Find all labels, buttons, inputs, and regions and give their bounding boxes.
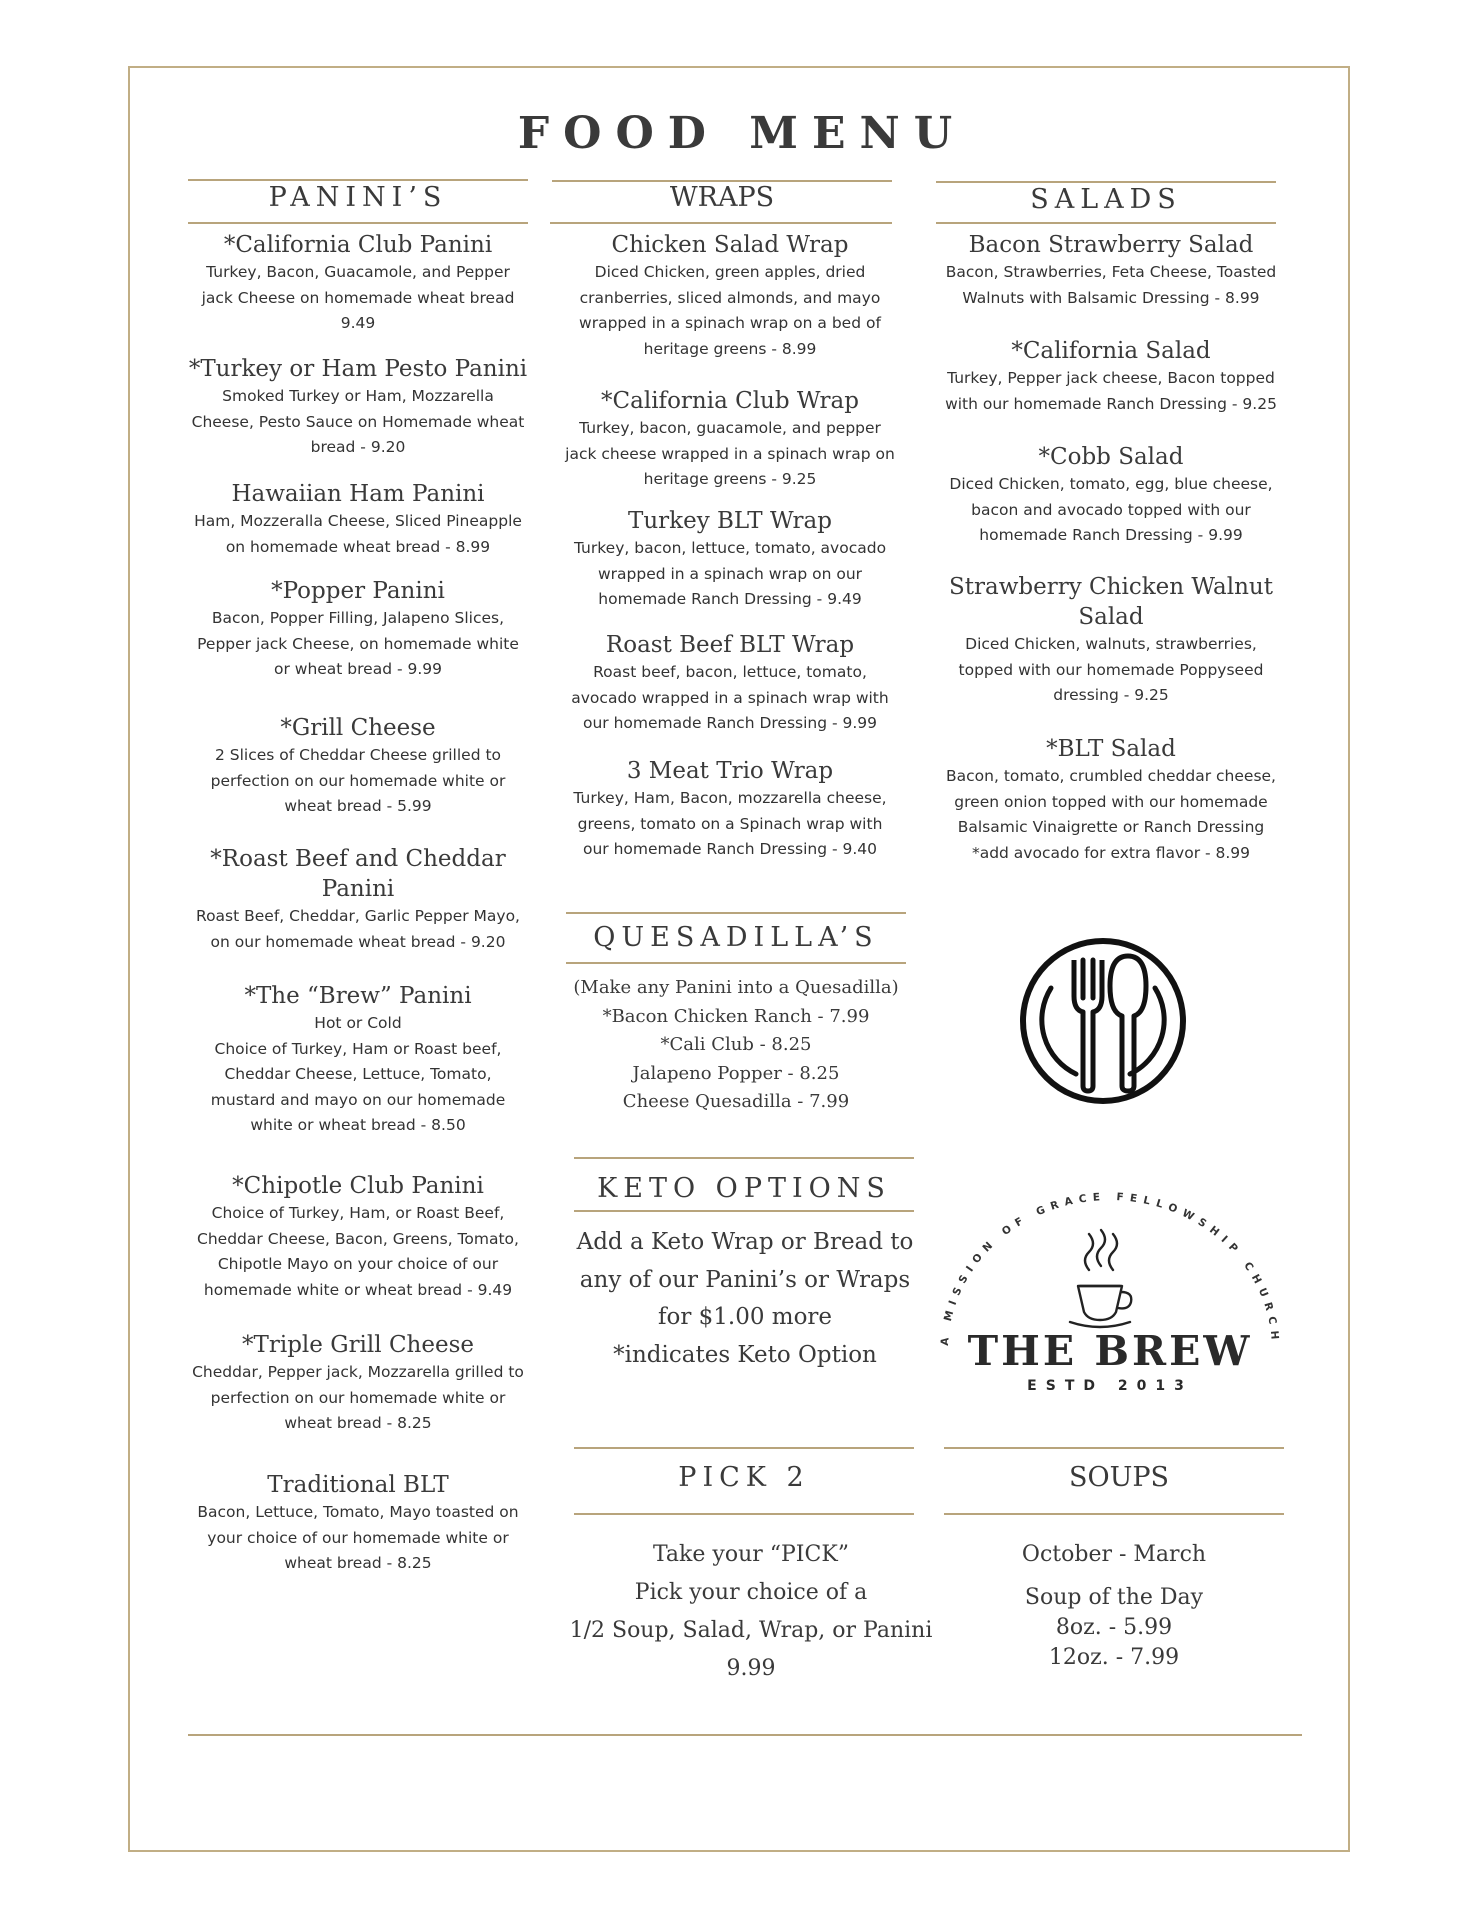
item-name: *The “Brew” Panini [244,983,472,1009]
item-name: *Chipotle Club Panini [232,1173,484,1199]
item-description: Bacon, Popper Filling, Jalapeno Slices, [211,609,505,627]
item-description: wheat bread - 5.99 [284,797,432,815]
item-name: Traditional BLT [267,1472,449,1498]
item-description: Smoked Turkey or Ham, Mozzarella [222,387,494,405]
quesadilla-line: Cheese Quesadilla - 7.99 [622,1091,850,1112]
soups-line: Soup of the Day [1024,1585,1204,1610]
menu-item [552,230,908,362]
item-description: Cheddar Cheese, Bacon, Greens, Tomato, [197,1229,519,1248]
item-description: Choice of Turkey, Ham, or Roast Beef, [211,1204,505,1222]
wraps-heading: WRAPS [669,182,775,213]
logo-est: ESTD 2013 [1027,1378,1193,1390]
item-description: Ham, Mozzeralla Cheese, Sliced Pineapple [194,512,522,530]
item-description: our homemade Ranch Dressing - 9.40 [582,840,878,858]
logo-arc-text: A MISSION OF GRACE FELLOWSHIP CHURCH [938,1190,1282,1347]
pick2-line: 9.99 [726,1656,776,1681]
item-description: Bacon, tomato, crumbled cheddar cheese, [946,767,1276,785]
pick2-line: 1/2 Soup, Salad, Wrap, or Panini [569,1618,933,1643]
item-description: *add avocado for extra flavor - 8.99 [971,843,1251,862]
item-description: homemade white or wheat bread - 9.49 [203,1280,513,1299]
item-description: homemade Ranch Dressing - 9.49 [598,590,862,608]
item-description: 2 Slices of Cheddar Cheese grilled to [214,746,502,764]
item-description: Roast beef, bacon, lettuce, tomato, [593,663,867,681]
keto-line: for $1.00 more [657,1304,833,1330]
logo-name: THE BREW [967,1327,1253,1375]
quesadilla-line: *Cali Club - 8.25 [660,1034,812,1055]
item-name: Roast Beef BLT Wrap [605,632,855,658]
divider [944,1513,1284,1515]
divider [574,1157,914,1159]
item-description: our homemade Ranch Dressing - 9.99 [582,714,878,732]
item-name: 3 Meat Trio Wrap [626,758,834,784]
keto-heading: KETO OPTIONS [597,1173,891,1204]
menu-item [552,630,908,737]
salads-heading: SALADS [1030,184,1182,215]
divider [936,222,1276,224]
item-description: wheat bread - 8.25 [284,1554,432,1572]
fork-spoon-plate-icon [1018,936,1188,1106]
page-title: FOOD MENU [517,108,967,159]
item-description: topped with our homemade Poppyseed [958,660,1264,679]
menu-item [552,386,908,493]
item-name: *Cobb Salad [1038,444,1184,470]
divider [188,222,528,224]
item-description: wheat bread - 8.25 [284,1414,432,1432]
item-description: Cheese, Pesto Sauce on Homemade wheat [191,412,525,431]
item-name: Strawberry Chicken Walnut [949,574,1273,600]
item-name: Bacon Strawberry Salad [968,232,1254,258]
item-description: cranberries, sliced almonds, and mayo [579,288,881,307]
item-description: Hot or Cold [314,1014,402,1032]
item-name: *Triple Grill Cheese [242,1332,474,1358]
divider [944,1447,1284,1449]
item-description: Bacon, Strawberries, Feta Cheese, Toasted [945,263,1277,281]
divider [550,222,892,224]
menu-item [188,981,528,1139]
menu-item [936,442,1286,549]
svg-text:A MISSION OF GRACE FELLOWSHIP [939,1191,1281,1346]
item-name: Turkey BLT Wrap [628,508,832,534]
quesadillas-list [566,974,906,1117]
menu-item [936,572,1286,709]
menu-item [936,734,1286,866]
soups-text [944,1540,1284,1673]
item-name: *California Salad [1011,338,1211,364]
menu-item [188,479,528,560]
item-description: heritage greens - 8.99 [643,339,817,358]
quesadillas-heading: QUESADILLA’S [593,922,879,953]
item-description: Pepper jack Cheese, on homemade white [197,634,519,653]
item-description: Diced Chicken, walnuts, strawberries, [965,635,1257,653]
menu-item [188,713,528,820]
item-description: Chipotle Mayo on your choice of our [217,1255,499,1273]
divider [188,179,528,181]
item-description: avocado wrapped in a spinach wrap with [571,688,889,707]
menu-item [188,576,528,683]
divider [566,962,906,964]
item-description: Diced Chicken, green apples, dried [594,263,866,281]
item-name: *BLT Salad [1046,736,1176,762]
pick2-line: Pick your choice of a [634,1580,868,1605]
footer-divider [188,1734,1302,1736]
pick2-text [556,1536,946,1688]
item-name: *Popper Panini [271,578,445,604]
item-description: perfection on our homemade white or [210,771,506,790]
item-description: Walnuts with Balsamic Dressing - 8.99 [962,288,1260,307]
item-name: Chicken Salad Wrap [611,232,849,258]
item-description: Turkey, Pepper jack cheese, Bacon topped [947,369,1275,387]
item-description: Cheddar, Pepper jack, Mozzarella grilled to [192,1363,524,1381]
divider [574,1210,914,1212]
item-description: your choice of our homemade white or [207,1528,509,1547]
item-description: wrapped in a spinach wrap on a bed of [579,314,881,332]
item-description: Balsamic Vinaigrette or Ranch Dressing [957,818,1265,836]
item-name: *California Club Panini [223,232,493,258]
coffee-cup-icon [1070,1230,1131,1327]
item-description: jack Cheese on homemade wheat bread [201,288,515,307]
soups-line: 8oz. - 5.99 [1055,1615,1173,1640]
menu-item [552,506,908,613]
item-description: on homemade wheat bread - 8.99 [225,537,491,556]
item-description: Cheddar Cheese, Lettuce, Tomato, [224,1065,492,1083]
keto-line: any of our Panini’s or Wraps [579,1266,911,1293]
item-name: Hawaiian Ham Panini [231,481,485,507]
item-name: Panini [321,876,395,902]
keto-line: *indicates Keto Option [613,1341,877,1368]
item-description: white or wheat bread - 8.50 [250,1116,466,1134]
item-description: Turkey, Bacon, Guacamole, and Pepper [206,263,510,281]
item-description: Turkey, bacon, lettuce, tomato, avocado [573,539,887,557]
keto-text [560,1224,930,1374]
the-brew-logo [930,1190,1290,1390]
item-description: wrapped in a spinach wrap on our [597,564,863,583]
quesadilla-line: *Bacon Chicken Ranch - 7.99 [602,1005,870,1027]
item-name: *California Club Wrap [601,388,859,414]
item-name: *Turkey or Ham Pesto Panini [188,356,528,382]
item-name: *Roast Beef and Cheddar [210,846,506,872]
item-description: perfection on our homemade white or [210,1388,506,1407]
item-description: dressing - 9.25 [1053,686,1169,704]
item-description: green onion topped with our homemade [954,792,1268,811]
item-description: jack cheese wrapped in a spinach wrap on [565,444,895,463]
quesadilla-line: Jalapeno Popper - 8.25 [632,1062,840,1084]
divider [936,181,1276,183]
menu-item [188,1330,528,1437]
menu-item [188,1171,528,1303]
item-description: homemade Ranch Dressing - 9.99 [979,526,1243,544]
item-description: Diced Chicken, tomato, egg, blue cheese, [949,475,1273,493]
pick2-heading: PICK 2 [678,1462,810,1493]
divider [574,1447,914,1449]
soups-season: October - March [1021,1542,1207,1567]
item-description: on our homemade wheat bread - 9.20 [210,932,506,951]
menu-item [188,354,528,461]
menu-item [188,1470,528,1577]
divider [574,1513,914,1515]
pick2-line: Take your “PICK” [652,1542,850,1567]
item-description: mustard and mayo on our homemade [210,1090,506,1109]
item-description: Roast Beef, Cheddar, Garlic Pepper Mayo, [196,907,520,925]
keto-line: Add a Keto Wrap or Bread to [576,1229,914,1255]
quesadilla-line: (Make any Panini into a Quesadilla) [573,977,899,998]
item-description: Turkey, bacon, guacamole, and pepper [579,419,881,437]
item-description: with our homemade Ranch Dressing - 9.25 [945,394,1277,413]
divider [566,912,906,914]
menu-item [188,230,528,337]
item-description: 9.49 [340,314,376,332]
item-description: Bacon, Lettuce, Tomato, Mayo toasted on [197,1503,519,1521]
item-description: or wheat bread - 9.99 [273,660,443,678]
menu-item [936,230,1286,311]
menu-item [936,336,1286,417]
menu-item [188,844,528,955]
item-name: Salad [1078,604,1144,630]
item-description: bacon and avocado topped with our [971,500,1251,519]
panini-heading: PANINI’S [268,182,448,213]
soups-heading: SOUPS [1068,1462,1170,1493]
item-description: bread - 9.20 [310,438,406,456]
item-description: greens, tomato on a Spinach wrap with [577,814,883,833]
item-description: Turkey, Ham, Bacon, mozzarella cheese, [573,789,887,807]
item-description: Choice of Turkey, Ham or Roast beef, [214,1039,502,1058]
soups-line: 12oz. - 7.99 [1048,1645,1180,1670]
item-name: *Grill Cheese [280,715,436,741]
item-description: heritage greens - 9.25 [643,470,817,488]
menu-item [552,756,908,863]
